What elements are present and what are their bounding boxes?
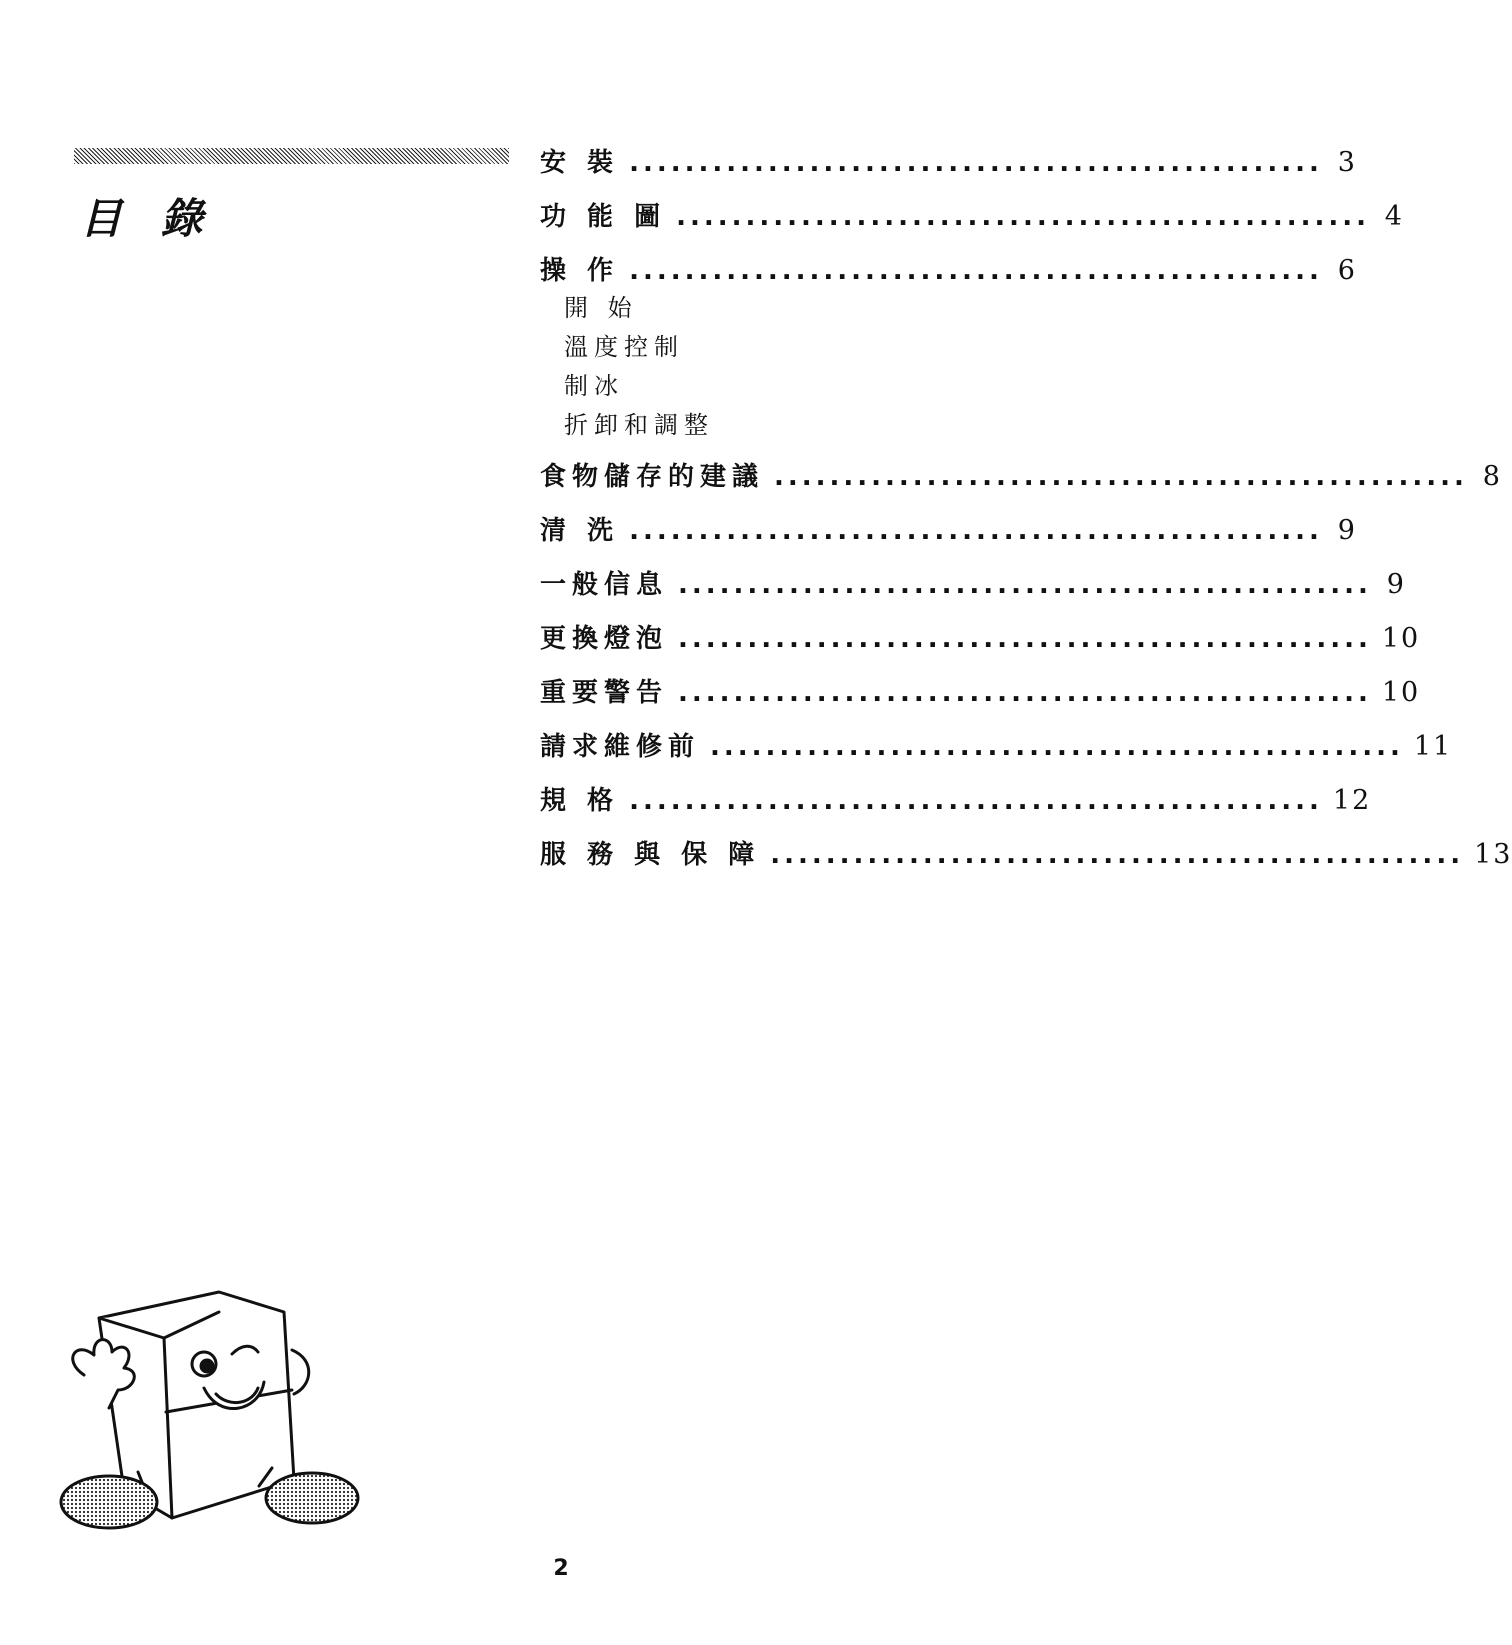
toc-entry-installation[interactable] <box>540 142 1357 196</box>
toc-subitem[interactable]: 溫度控制 <box>564 333 684 361</box>
title-rule <box>74 148 509 164</box>
toc-page-number: 11 <box>1413 731 1453 762</box>
toc-page-number: 12 <box>1332 785 1372 816</box>
toc-label: 請求維修前 <box>540 732 701 762</box>
toc-label: 清 洗 <box>540 516 620 546</box>
toc-label: 一般信息 <box>540 570 669 600</box>
page-title: 目 錄 <box>80 194 215 243</box>
toc-leader: .................................................. <box>678 678 1372 708</box>
toc-label: 服 務 與 保 障 <box>540 840 761 870</box>
table-of-contents <box>540 142 1512 888</box>
toc-leader: .................................................. <box>629 786 1323 816</box>
toc-leader: .................................................. <box>774 462 1468 492</box>
toc-label: 更換燈泡 <box>540 624 669 654</box>
toc-entry-general-info[interactable] <box>540 564 1406 618</box>
toc-page-number: 3 <box>1337 147 1357 178</box>
toc-entry-features[interactable] <box>540 196 1404 250</box>
toc-page-number: 10 <box>1381 677 1421 708</box>
toc-label: 重要警告 <box>540 678 669 708</box>
toc-label: 操 作 <box>540 256 620 286</box>
toc-page-number: 9 <box>1337 515 1357 546</box>
toc-subitem[interactable]: 開 始 <box>564 294 638 322</box>
toc-entry-troubleshooting[interactable] <box>540 726 1453 780</box>
toc-label: 食物儲存的建議 <box>540 462 765 492</box>
toc-leader: .................................................. <box>629 148 1323 178</box>
toc-subitem[interactable]: 折卸和調整 <box>564 411 714 439</box>
toc-entry-food-storage[interactable] <box>540 456 1502 510</box>
toc-entry-specifications[interactable] <box>540 780 1372 834</box>
page-number: 2 <box>553 1556 569 1581</box>
toc-entry-warnings[interactable] <box>540 672 1421 726</box>
toc-leader: .................................................. <box>676 202 1370 232</box>
toc-label: 功 能 圖 <box>540 202 667 232</box>
toc-page-number: 4 <box>1384 201 1404 232</box>
toc-label: 規 格 <box>540 786 620 816</box>
toc-page-number: 9 <box>1386 569 1406 600</box>
toc-entry-bulb-replacement[interactable] <box>540 618 1421 672</box>
refrigerator-mascot-icon <box>54 1290 374 1550</box>
toc-entry-service-warranty[interactable] <box>540 834 1512 888</box>
toc-leader: .................................................. <box>710 732 1404 762</box>
toc-leader: .................................................. <box>629 256 1323 286</box>
toc-leader: .................................................. <box>629 516 1323 546</box>
toc-page-number: 13 <box>1474 839 1512 870</box>
operation-subitems <box>540 288 1050 444</box>
toc-subitem[interactable]: 制冰 <box>564 372 624 400</box>
toc-label: 安 裝 <box>540 148 620 178</box>
toc-leader: .................................................. <box>770 840 1465 870</box>
toc-entry-cleaning[interactable] <box>540 510 1357 564</box>
toc-page-number: 8 <box>1482 461 1502 492</box>
toc-page-number: 6 <box>1337 255 1357 286</box>
toc-page-number: 10 <box>1381 623 1421 654</box>
toc-leader: .................................................. <box>678 570 1372 600</box>
toc-leader: .................................................. <box>678 624 1372 654</box>
